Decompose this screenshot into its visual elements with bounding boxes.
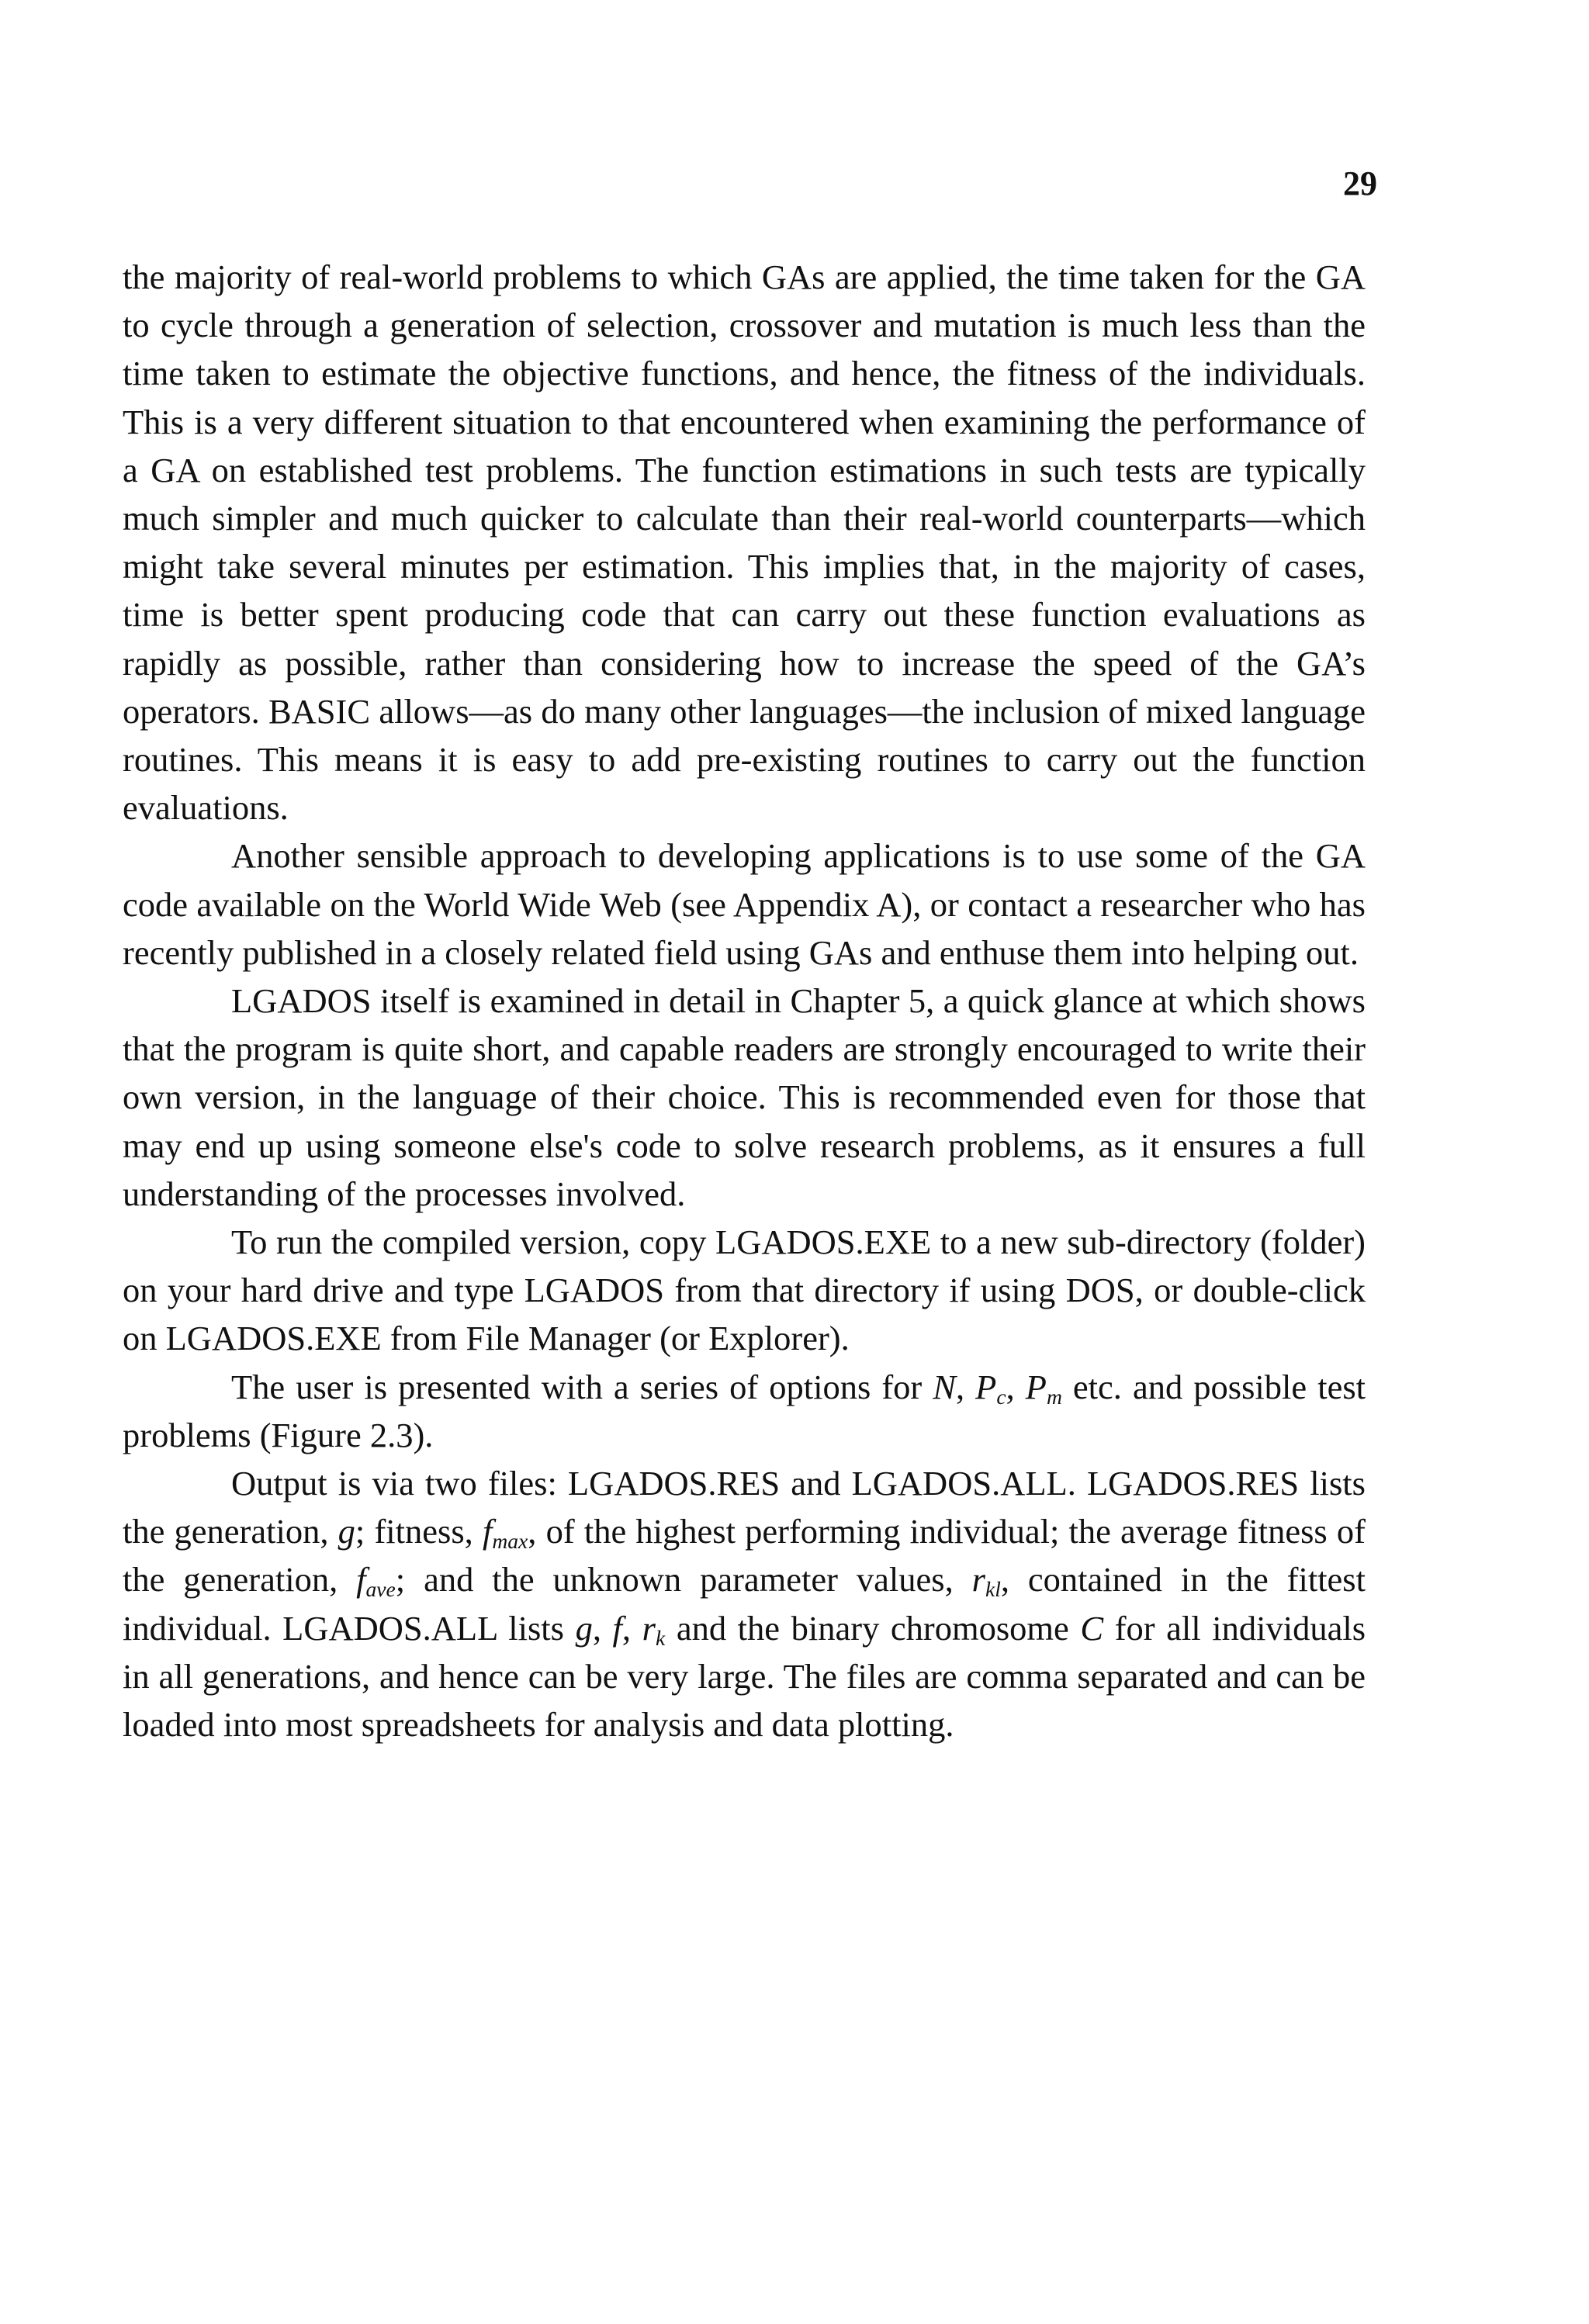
page-number: 29: [1343, 164, 1377, 202]
var-p-m-sub: m: [1046, 1384, 1062, 1409]
output-text-3: , of the highest performing individual; the average fitness of the generation,: [123, 1512, 1366, 1599]
output-text-7: ,: [621, 1608, 642, 1648]
var-p-c-base: P: [975, 1367, 997, 1406]
output-text-4: ; and the unknown parameter values,: [395, 1560, 972, 1599]
var-p-c-sub: c: [996, 1384, 1006, 1409]
options-text-after: etc. and possible test problems (Figure 2.3).: [123, 1367, 1366, 1454]
var-n: N: [933, 1367, 956, 1406]
var-r-k-base: r: [642, 1608, 656, 1648]
var-g: g: [338, 1512, 355, 1551]
var-f-ave: [356, 1560, 396, 1602]
var-p-m: [1025, 1367, 1062, 1409]
var-r-kl-base: r: [971, 1560, 985, 1599]
var-r-kl: [971, 1560, 1001, 1602]
var-r-k-sub: k: [655, 1625, 666, 1650]
paragraph-options: [123, 1363, 1366, 1459]
var-f-ave-base: f: [356, 1560, 366, 1599]
var-f-max: [482, 1512, 528, 1554]
var-f-max-base: f: [482, 1512, 493, 1551]
paragraph-run-compiled: To run the compiled version, copy LGADOS.EXE to a new sub-directory (folder) on your hard drive and type LGADOS from that directory if using DOS, or double-click on LGADOS.EXE from File Manager (or Explorer).: [123, 1223, 1366, 1358]
var-g-2: g: [575, 1608, 593, 1648]
var-c: C: [1080, 1608, 1104, 1648]
var-r-k: [642, 1609, 666, 1648]
var-r-kl-sub: kl: [985, 1577, 1001, 1602]
paragraph-continued: the majority of real-world problems to which GAs are applied, the time taken for the GA to cycle through a generation of selection, crossover and mutation is much less than the time taken to estimate the objective functions, and hence, the fitness of the individuals. This is a very different situation to that encountered when examining the performance of a GA on established test problems. The function estimations in such tests are typically much simpler and much quicker to calculate than their real-world counterparts—which might take several minutes per estimation. This implies that, in the majority of cases, time is better spent producing code that can carry out these function evaluations as rapidly as possible, rather than considering how to increase the speed of the GA’s operators. BASIC allows—as do many other languages—the inclusion of mixed language routines. This means it is easy to add pre-existing routines to carry out the function evaluations.: [123, 258, 1366, 828]
var-f-max-sub: max: [492, 1529, 528, 1554]
var-p-c: [975, 1367, 1006, 1409]
options-sep-1: ,: [955, 1367, 976, 1406]
output-text-8: and the binary chromosome: [665, 1608, 1081, 1648]
output-text-6: ,: [592, 1608, 613, 1648]
var-f-ave-sub: ave: [365, 1577, 396, 1602]
output-text-1: Output is via two files: LGADOS.RES and LGADOS.ALL. LGADOS.RES lists the generation,: [123, 1464, 1366, 1551]
options-sep-2: ,: [1006, 1367, 1026, 1406]
var-f: f: [612, 1608, 622, 1648]
paragraph-ga-code: Another sensible approach to developing applications is to use some of the GA code available on the World Wide Web (see Appendix A), or contact a researcher who has recently published in a closely related field using GAs and enthuse them into helping out.: [123, 836, 1366, 972]
paragraph-output: [123, 1459, 1366, 1748]
body-text: [123, 253, 1366, 1748]
output-text-9: for all individuals in all generations, and hence can be very large. The files are comma separated and can be loaded into most spreadsheets for analysis and data plotting.: [123, 1608, 1366, 1745]
paragraph-lgados-examined: LGADOS itself is examined in detail in Chapter 5, a quick glance at which shows that the program is quite short, and capable readers are strongly encouraged to write their own version, in the language of their choice. This is recommended even for those that may end up using someone else's code to solve research problems, as it ensures a full understanding of the processes involved.: [123, 981, 1366, 1213]
output-text-5: , contained in the fittest individual. LGADOS.ALL lists: [123, 1560, 1366, 1648]
options-text-before: The user is presented with a series of options for: [231, 1367, 933, 1406]
var-p-m-base: P: [1025, 1367, 1047, 1406]
output-text-2: ; fitness,: [355, 1512, 483, 1551]
